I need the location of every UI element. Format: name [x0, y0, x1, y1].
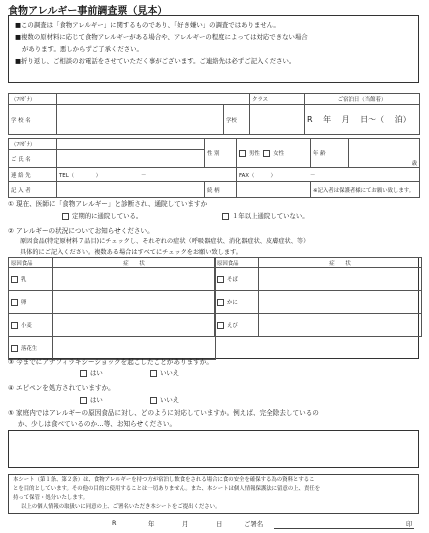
q3-no-label: いいえ — [160, 369, 180, 377]
name-input[interactable] — [57, 150, 205, 168]
gender-label: 性 別 — [205, 139, 237, 168]
q3-text: ③ 今までにアナフィラキシーショックを起こしたことがありますか。 — [8, 358, 213, 366]
q4-yes-option[interactable] — [80, 395, 103, 404]
col-food-right: 原因食品 — [215, 258, 259, 268]
checkbox[interactable] — [11, 322, 18, 329]
notice-line: ■この調査は「食物アレルギー」に関するものであり、「好き嫌い」の調査ではありません。 — [15, 21, 280, 29]
contact-table — [8, 138, 420, 198]
q2-text: ② アレルギーの状況についてお知らせください。 — [8, 227, 154, 235]
col-food-left: 原因食品 — [9, 258, 53, 268]
furigana-label: （ﾌﾘｶﾞﾅ） — [9, 94, 57, 105]
q2-desc-1: 原因食品(特定原材料７品目)にチェックし、それぞれの症状（呼吸器症状、消化器症状、皮膚症状、等） — [20, 238, 310, 245]
food-label: 卵 — [21, 300, 27, 306]
school-name-input[interactable] — [57, 105, 224, 135]
sig-year: 年 — [148, 520, 155, 528]
female-checkbox[interactable] — [263, 150, 270, 157]
food-label: 小麦 — [21, 323, 32, 329]
q2-desc-2: 具体的にご記入ください。複数ある場合はすべてにチェックをお願い致します。 — [20, 249, 242, 256]
checkbox[interactable] — [150, 370, 157, 377]
q5-text-1: ⑤ 家庭内ではアレルギーの原因食品に対し、どのように対応していますか。例えば、完全除去しているの — [8, 409, 319, 417]
symptom-input[interactable] — [259, 268, 422, 291]
age-suffix: 歳 — [411, 161, 417, 167]
symptom-input[interactable] — [53, 314, 216, 337]
name-furigana-input[interactable] — [57, 139, 205, 150]
sig-label: ご署名 — [244, 520, 264, 528]
relation-input[interactable] — [237, 182, 311, 198]
footer-line: とを目的としています。その他の目的に使用することは一切ありません。また、本シートは個人情報保護法に留意の上、責任を — [13, 486, 321, 492]
food-label: かに — [227, 300, 238, 306]
notice-line: があります。悪しからずご了承ください。 — [22, 45, 143, 53]
q4-yes-label: はい — [90, 396, 103, 404]
col-symptom-right: 症 状 — [259, 258, 422, 268]
footer-line: 持って保管・処分いたします。 — [13, 495, 89, 501]
checkbox[interactable] — [11, 299, 18, 306]
age-input[interactable] — [349, 139, 420, 168]
q3-yes-option[interactable] — [80, 368, 103, 377]
allergy-right-table — [214, 257, 422, 337]
symptom-input[interactable] — [53, 268, 216, 291]
q5-answer-box[interactable] — [8, 430, 419, 468]
stay-date-field[interactable]: R 年 月 日～（ 泊） — [305, 105, 420, 135]
sig-month: 月 — [182, 520, 189, 528]
male-label: 男性 — [249, 151, 260, 157]
footer-notice — [8, 474, 419, 514]
furigana2-label: （ﾌﾘｶﾞﾅ） — [9, 139, 57, 150]
food-label: 乳 — [21, 277, 27, 283]
q1-option-not-visiting-label: １年以上通院していない。 — [232, 212, 309, 220]
col-symptom-left: 症 状 — [53, 258, 216, 268]
checkbox[interactable] — [11, 276, 18, 283]
page-title: 食物アレルギー事前調査票（見本） — [8, 6, 168, 17]
name-label: ご 氏 名 — [9, 150, 57, 168]
entrant-label: 記 入 者 — [9, 182, 57, 198]
relation-note: ※記入者は保護者様にてお願い致します。 — [311, 182, 420, 198]
checkbox[interactable] — [11, 345, 18, 352]
fax-field[interactable] — [237, 168, 420, 182]
symptom-input[interactable] — [53, 291, 216, 314]
q3-yes-label: はい — [90, 369, 103, 377]
tel-dash: － — [141, 172, 147, 179]
relation-label: 続 柄 — [205, 182, 237, 198]
sig-era: R — [112, 519, 117, 527]
allergy-left-table — [8, 257, 216, 360]
checkbox[interactable] — [80, 397, 87, 404]
q1-text: ① 現在、医師に「食物アレルギー」と診断され、通院していますか — [8, 200, 208, 208]
symptom-input[interactable] — [259, 314, 422, 337]
q1-option-not-visiting[interactable] — [222, 211, 309, 220]
checkbox[interactable] — [217, 322, 224, 329]
footer-line: 本シート（第１条、第２条）は、食物アレルギーを持つ方が宿泊し飲食をされる場合に食の安全を確保する為の資料とするこ — [13, 477, 315, 483]
allergy-item-crab[interactable] — [215, 291, 259, 314]
entrant-input[interactable] — [57, 182, 205, 198]
q4-no-label: いいえ — [160, 396, 180, 404]
stay-date-label: ご宿泊日（当館着） — [305, 94, 420, 105]
q4-no-option[interactable] — [150, 395, 179, 404]
symptom-input[interactable] — [259, 291, 422, 314]
school-name-label: 学 校 名 — [9, 105, 57, 135]
school-suffix: 学校 — [224, 105, 250, 135]
gender-options — [237, 139, 311, 168]
class-input[interactable] — [250, 105, 305, 135]
checkbox[interactable] — [217, 299, 224, 306]
food-label: えび — [227, 323, 238, 329]
q5-text-2: か、少しは食べているのか…等、お知らせください。 — [18, 420, 177, 428]
allergy-item-egg[interactable] — [9, 291, 53, 314]
notice-box — [8, 15, 419, 83]
allergy-item-buckwheat[interactable] — [215, 268, 259, 291]
contact-label: 連 絡 先 — [9, 168, 57, 182]
notice-line: ■折り返し、ご相談のお電話をさせていただく事がございます。ご連絡先は必ずご記入ください。 — [15, 57, 296, 65]
tel-label: TEL（ ） — [59, 172, 102, 179]
male-checkbox[interactable] — [239, 150, 246, 157]
checkbox[interactable] — [217, 276, 224, 283]
checkbox[interactable] — [62, 213, 69, 220]
class-label: クラス — [250, 94, 305, 105]
checkbox[interactable] — [80, 370, 87, 377]
allergy-table — [8, 257, 419, 359]
q1-option-regular[interactable] — [62, 211, 142, 220]
footer-line: 以上の個人情報の取扱いに同意の上、ご署名いただき本シートをご提出ください。 — [21, 504, 221, 510]
signature-input[interactable] — [274, 528, 414, 529]
fax-dash: － — [309, 172, 316, 179]
q3-no-option[interactable] — [150, 368, 179, 377]
tel-field[interactable] — [57, 168, 237, 182]
notice-line: ■複数の原材料に応じて食物アレルギーがある場合や、アレルギーの程度によっては対応できない場合 — [15, 33, 308, 41]
school-table — [8, 93, 420, 135]
sig-seal: 印 — [406, 520, 413, 528]
female-label: 女性 — [273, 151, 285, 157]
school-furigana-input[interactable] — [57, 94, 250, 105]
checkbox[interactable] — [150, 397, 157, 404]
q1-option-regular-label: 定期的に通院している。 — [72, 212, 143, 220]
food-label: そば — [227, 277, 238, 283]
fax-label: FAX（ ） — [239, 172, 276, 179]
allergy-item-milk[interactable] — [9, 268, 53, 291]
age-label: 年 齢 — [311, 139, 349, 168]
sig-day: 日 — [216, 520, 223, 528]
food-label: 落花生 — [21, 346, 38, 352]
allergy-item-shrimp[interactable] — [215, 314, 259, 337]
allergy-item-wheat[interactable] — [9, 314, 53, 337]
checkbox[interactable] — [222, 213, 229, 220]
q4-text: ④ エピペンを処方されていますか。 — [8, 384, 115, 392]
